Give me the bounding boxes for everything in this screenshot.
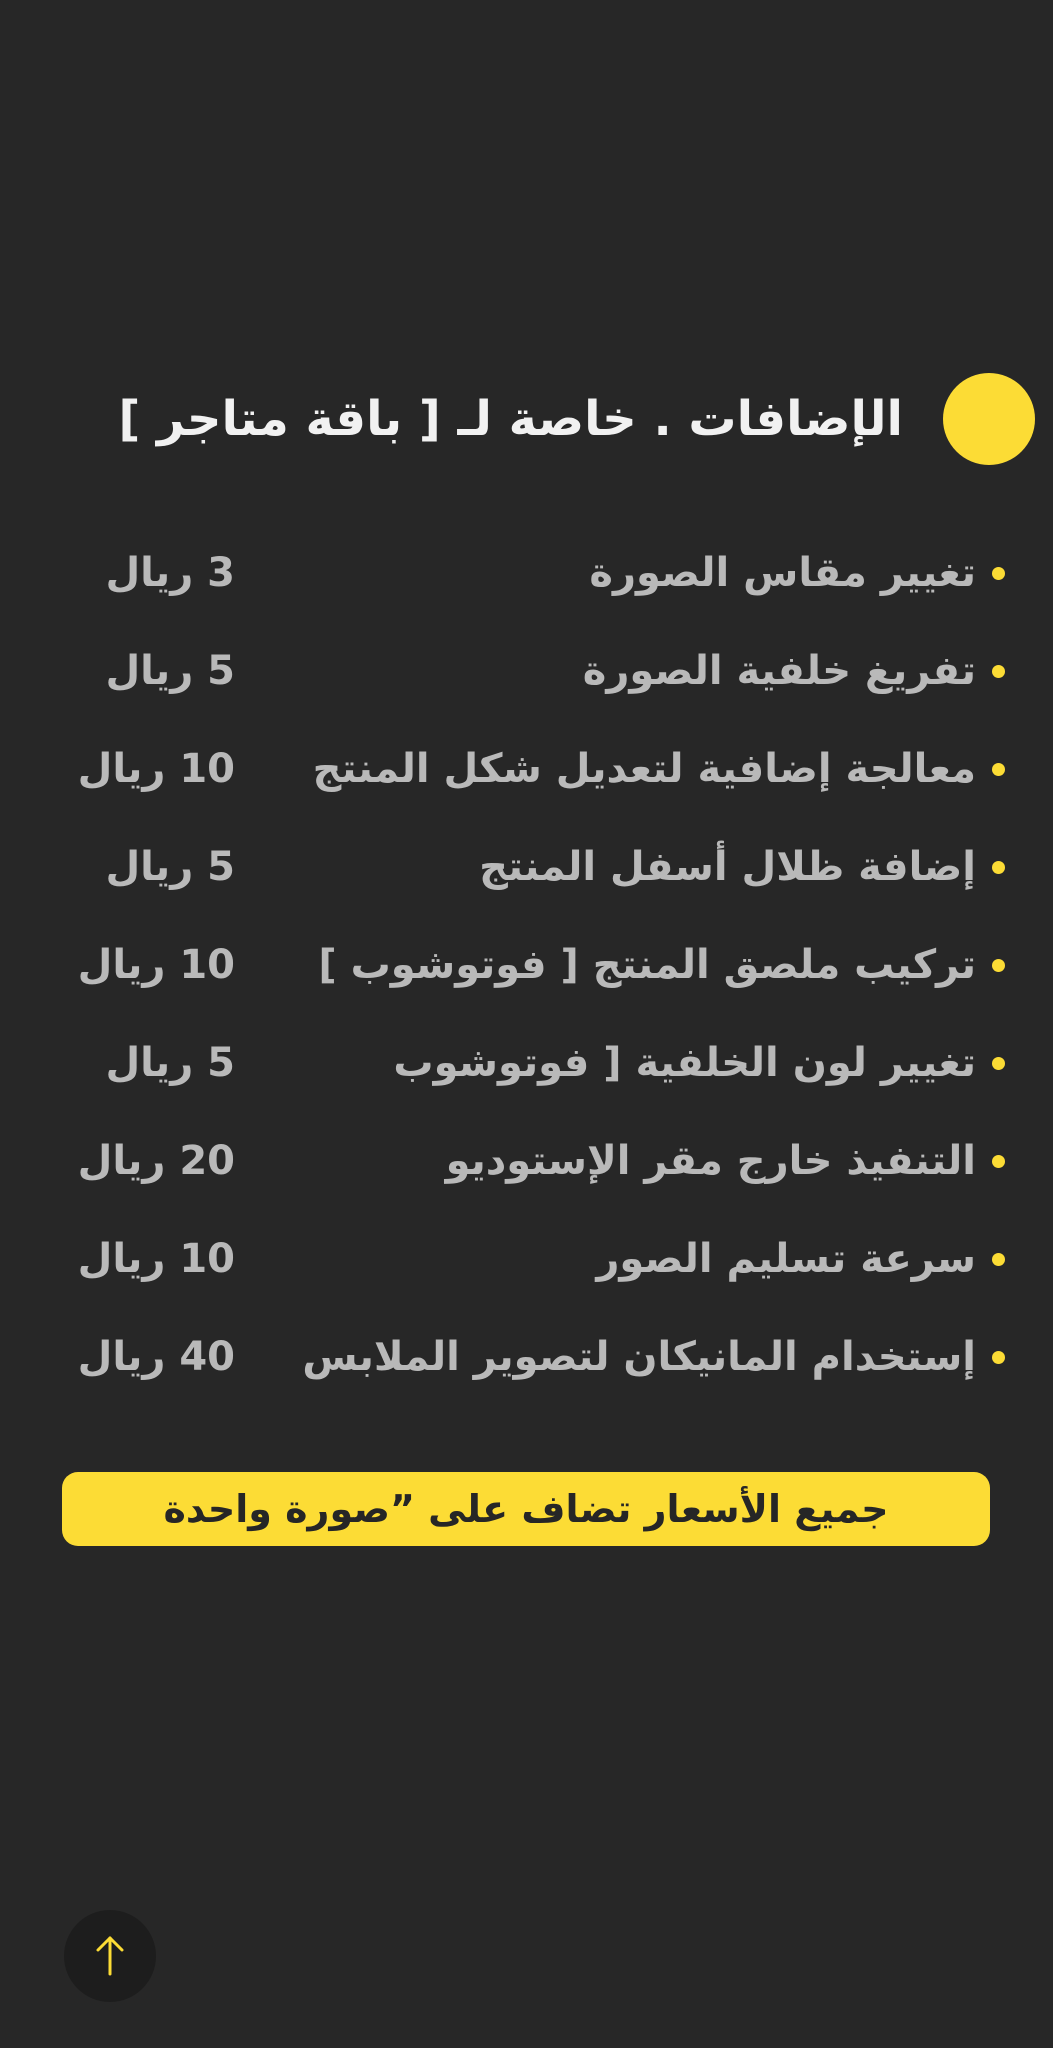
bullet-icon [992, 1253, 1005, 1266]
addon-price: 10 ريال [77, 942, 235, 988]
bullet-icon [992, 959, 1005, 972]
bullet-icon [992, 567, 1005, 580]
addon-item [45, 1210, 1005, 1308]
bullet-icon [992, 861, 1005, 874]
bullet-icon [992, 1351, 1005, 1364]
addon-item [45, 1112, 1005, 1210]
addon-item [45, 622, 1005, 720]
section-header [35, 372, 1035, 466]
addon-name: إضافة ظلال أسفل المنتج [479, 844, 976, 890]
addon-item [45, 1014, 1005, 1112]
addon-price: 5 ريال [105, 648, 235, 694]
addon-name: تفريغ خلفية الصورة [582, 648, 976, 694]
addon-price: 10 ريال [77, 746, 235, 792]
arrow-up-icon [90, 1932, 130, 1980]
addon-name: معالجة إضافية لتعديل شكل المنتج [312, 746, 976, 792]
bullet-icon [992, 763, 1005, 776]
addon-item [45, 720, 1005, 818]
addon-item [45, 1308, 1005, 1406]
addon-name: سرعة تسليم الصور [596, 1236, 976, 1282]
bullet-icon [992, 665, 1005, 678]
addon-item [45, 524, 1005, 622]
addon-name: تغيير مقاس الصورة [589, 550, 976, 596]
section-title: الإضافات . خاصة لـ [ باقة متاجر ] [118, 391, 903, 447]
addon-price: 3 ريال [105, 550, 235, 596]
bullet-icon [992, 1155, 1005, 1168]
addon-price: 5 ريال [105, 844, 235, 890]
addon-item [45, 818, 1005, 916]
pricing-note-text: جميع الأسعار تضاف على ”صورة واحدة [163, 1487, 889, 1531]
addon-name: تركيب ملصق المنتج [ فوتوشوب ] [318, 942, 976, 988]
addon-name: إستخدام المانيكان لتصوير الملابس [302, 1334, 976, 1380]
scroll-to-top-button[interactable] [64, 1910, 156, 2002]
bullet-icon [992, 1057, 1005, 1070]
addons-list [45, 524, 1005, 1406]
addon-price: 5 ريال [105, 1040, 235, 1086]
addon-name: التنفيذ خارج مقر الإستوديو [445, 1138, 976, 1184]
header-dot-icon [943, 373, 1035, 465]
addon-name: تغيير لون الخلفية [ فوتوشوب [393, 1040, 976, 1086]
pricing-note-banner [62, 1472, 990, 1546]
addon-item [45, 916, 1005, 1014]
addon-price: 40 ريال [77, 1334, 235, 1380]
addon-price: 20 ريال [77, 1138, 235, 1184]
addon-price: 10 ريال [77, 1236, 235, 1282]
